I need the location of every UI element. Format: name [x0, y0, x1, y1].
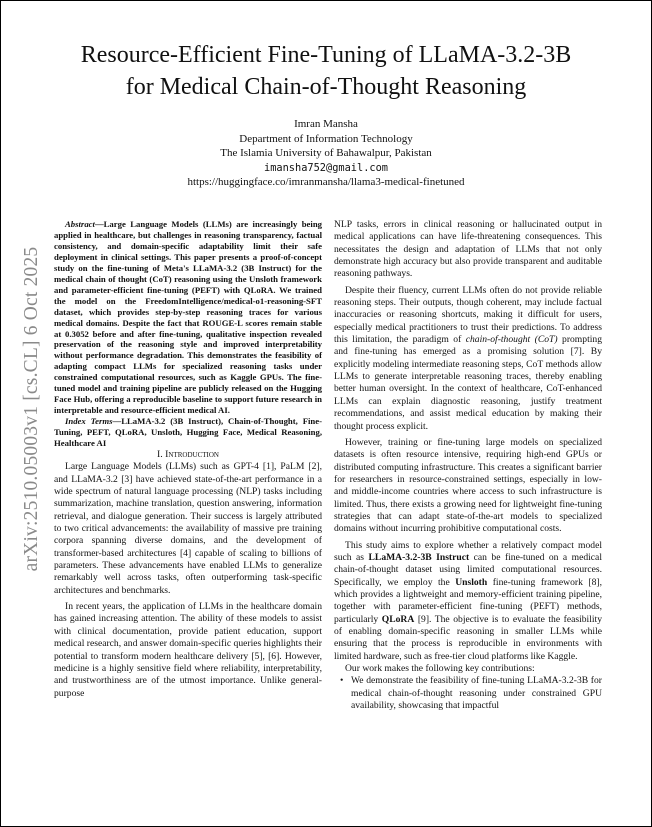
p3-text-b: prompting and fine-tuning has emerged as a promising solution [7]. By explicitly modeling intermediate reasoning steps, CoT methods allow LLMs to generate interpretable reasoning traces, thereby enabling better human oversight. In the context of healthcare, CoT-enhanced LLMs can explain diagnostic reasoning, justify treatment recommendations, and assist medical education by making their thought process explicit.: [334, 334, 602, 432]
intro-paragraph-3: [334, 285, 602, 433]
title-line-1: Resource-Efficient Fine-Tuning of LLaMA-3.2-3B: [80, 42, 572, 68]
intro-paragraph-2: In recent years, the application of LLMs in the healthcare domain has gained increasing attention. The ability of these models to assist with clinical documentation, provide patient education, support medical research, and answer domain-specific queries highlights their potential to transform modern healthcare delivery [5], [6]. However, medicine is a highly sensitive field where reliability, interpretability, and trustworthiness are of the utmost importance. Unlike general-purpose: [54, 601, 322, 699]
author-department: Department of Information Technology: [239, 132, 413, 145]
paper-title: [41, 39, 611, 103]
author-url[interactable]: https://huggingface.co/imranmansha/llama3-medical-finetuned: [187, 176, 465, 189]
intro-paragraph-4: However, training or fine-tuning large models on specialized datasets is often resource intensive, requiring high-end GPUs or distributed computing infrastructure. This creates a significant barrier for researchers in resource-constrained settings, especially in low- and middle-income countries where access to such infrastructure is limited. Thus, there exists a growing need for lightweight fine-tuning strategies that can adapt state-of-the-art models to specialized domains without incurring prohibitive computational costs.: [334, 436, 602, 535]
title-line-2: for Medical Chain-of-Thought Reasoning: [125, 74, 527, 100]
author-email[interactable]: imansha752@gmail.com: [264, 161, 388, 174]
index-terms: Index Terms—LLaMA-3.2 (3B Instruct), Chain-of-Thought, Fine-Tuning, PEFT, QLoRA, Unsloth, Hugging Face, Medical Reasoning, Healthcare AI: [54, 416, 322, 449]
intro-paragraph-5: [334, 540, 602, 663]
author-block: [41, 117, 611, 190]
intro-paragraph-6: Our work makes the following key contributions:: [345, 663, 535, 675]
index-terms-label: Index Terms: [65, 416, 113, 427]
p5-bold-unsloth: Unsloth: [455, 576, 488, 588]
author-name: Imran Mansha: [294, 118, 358, 130]
contribution-item-1: • We demonstrate the feasibility of fine-tuning LLaMA-3.2-3B for medical chain-of-thought reasoning under constrained GPU availability, showcasing that impactful: [351, 675, 602, 712]
abstract: Abstract—Large Language Models (LLMs) are increasingly being applied in healthcare, but challenges in reasoning transparency, factual consistency, and domain-specific adaptability limit their safe deployment in clinical settings. This paper presents a proof-of-concept study on the fine-tuning of Meta's LLaMA-3.2 (3B Instruct) for the medical chain of thought (CoT) reasoning using the Unsloth framework and parameter-efficient fine-tuning (PEFT) with QLoRA. We trained the model on the FreedomIntelligence/medical-o1-reasoning-SFT dataset, which provides step-by-step reasoning traces for various medical domains. Despite the fact that ROUGE-L scores remain stable at 0.3052 before and after fine-tuning, qualitative inspection revealed preservation of the reasoning style and improved interpretability without performance degradation. This demonstrates the feasibility of adapting compact LLMs for specialized reasoning tasks under constrained computational resources, such as Kaggle GPUs. The fine-tuned model and training pipeline are publicly released on the Hugging Face Hub, offering a reproducible baseline to support future research in interpretable and resource-efficient medical AI.: [54, 219, 322, 416]
p5-text-e: [9]. The objective is to evaluate the feasibility of enabling domain-specific reasoning in smaller LLMs while ensuring that the process is reproducible in environments with limited hardware, such as free-tier cloud platforms like Kaggle.: [334, 613, 602, 662]
p5-bold-qlora: QLoRA: [381, 613, 415, 625]
intro-paragraph-2-continued: NLP tasks, errors in clinical reasoning or hallucinated output in medical applications can have life-threatening consequences. This necessitates the design and adaptation of LLMs that not only demonstrate high accuracy but also provide transparent and auditable reasoning pathways.: [334, 219, 602, 280]
abstract-label: Abstract: [65, 219, 95, 229]
index-terms-text: LLaMA-3.2 (3B Instruct), Chain-of-Thought, Fine-Tuning, PEFT, QLoRA, Unsloth, Hugging Face, Medical Reasoning, Healthcare AI: [54, 416, 322, 449]
p5-bold-model: LLaMA-3.2-3B Instruct: [368, 551, 470, 563]
p5-text-a: This study aims to explore whether a relatively compact model such as: [334, 539, 602, 563]
right-column: [334, 219, 602, 712]
contributions-list: [334, 675, 602, 712]
abstract-text: Large Language Models (LLMs) are increasingly being applied in healthcare, but challenges in reasoning transparency, factual consistency, and domain-specific adaptability limit their safe deployment in clinical settings. This paper presents a proof-of-concept study on the fine-tuning of Meta's LLaMA-3.2 (3B Instruct) for the medical chain of thought (CoT) reasoning using the Unsloth framework and parameter-efficient fine-tuning (PEFT) with QLoRA. We trained the model on the FreedomIntelligence/medical-o1-reasoning-SFT dataset, which provides step-by-step reasoning traces for various medical domains. Despite the fact that ROUGE-L scores remain stable at 0.3052 before and after fine-tuning, qualitative inspection revealed preservation of the reasoning style and improved interpretability without performance degradation. This demonstrates the feasibility of adapting compact LLMs for specialized reasoning tasks under constrained computational resources, such as Kaggle GPUs. The fine-tuned model and training pipeline are publicly released on the Hugging Face Hub, offering a reproducible baseline to support future research in interpretable and resource-efficient medical AI.: [54, 219, 322, 416]
intro-paragraph-1: Large Language Models (LLMs) such as GPT-4 [1], PaLM [2], and LLaMA-3.2 [3] have achieved state-of-the-art performance in a wide spectrum of natural language processing (NLP) tasks including summarization, machine translation, question answering, information retrieval, and dialogue generation. Their success is largely attributed to two critical advancements: the availability of massive pre training corpora spanning diverse domains, and the development of transformer-based architectures [4] capable of scaling to billions of parameters. These advancements have enabled LLMs to generalize remarkably well across tasks, often outperforming task-specific architectures and benchmarks.: [54, 461, 322, 596]
p3-emphasis: chain-of-thought (CoT): [465, 334, 558, 346]
left-column: [54, 219, 322, 700]
p5-text-c: can be fine-tuned on a medical chain-of-thought dataset using limited computational resources. Specifically, we employ the: [334, 551, 602, 588]
author-university: The Islamia University of Bahawalpur, Pakistan: [220, 147, 432, 160]
arxiv-identifier[interactable]: [7, 229, 57, 589]
p5-text-d: fine-tuning framework [8], which provides a lightweight and memory-efficient training pipeline, together with parameter-efficient fine-tuning (PEFT) methods, particularly: [334, 576, 602, 625]
arxiv-identifier-text: arXiv:2510.05003v1 [cs.CL] 6 Oct 2025: [21, 246, 42, 572]
section-heading-introduction: I. Introduction: [157, 449, 219, 461]
p3-text-a: Despite their fluency, current LLMs often do not provide reliable reasoning steps. Their outputs, though coherent, may include factual inaccuracies or reasoning shortcuts, making it difficult for users, especially medical practitioners to trust their predictions. To address this limitation, the paradigm of: [334, 284, 602, 346]
